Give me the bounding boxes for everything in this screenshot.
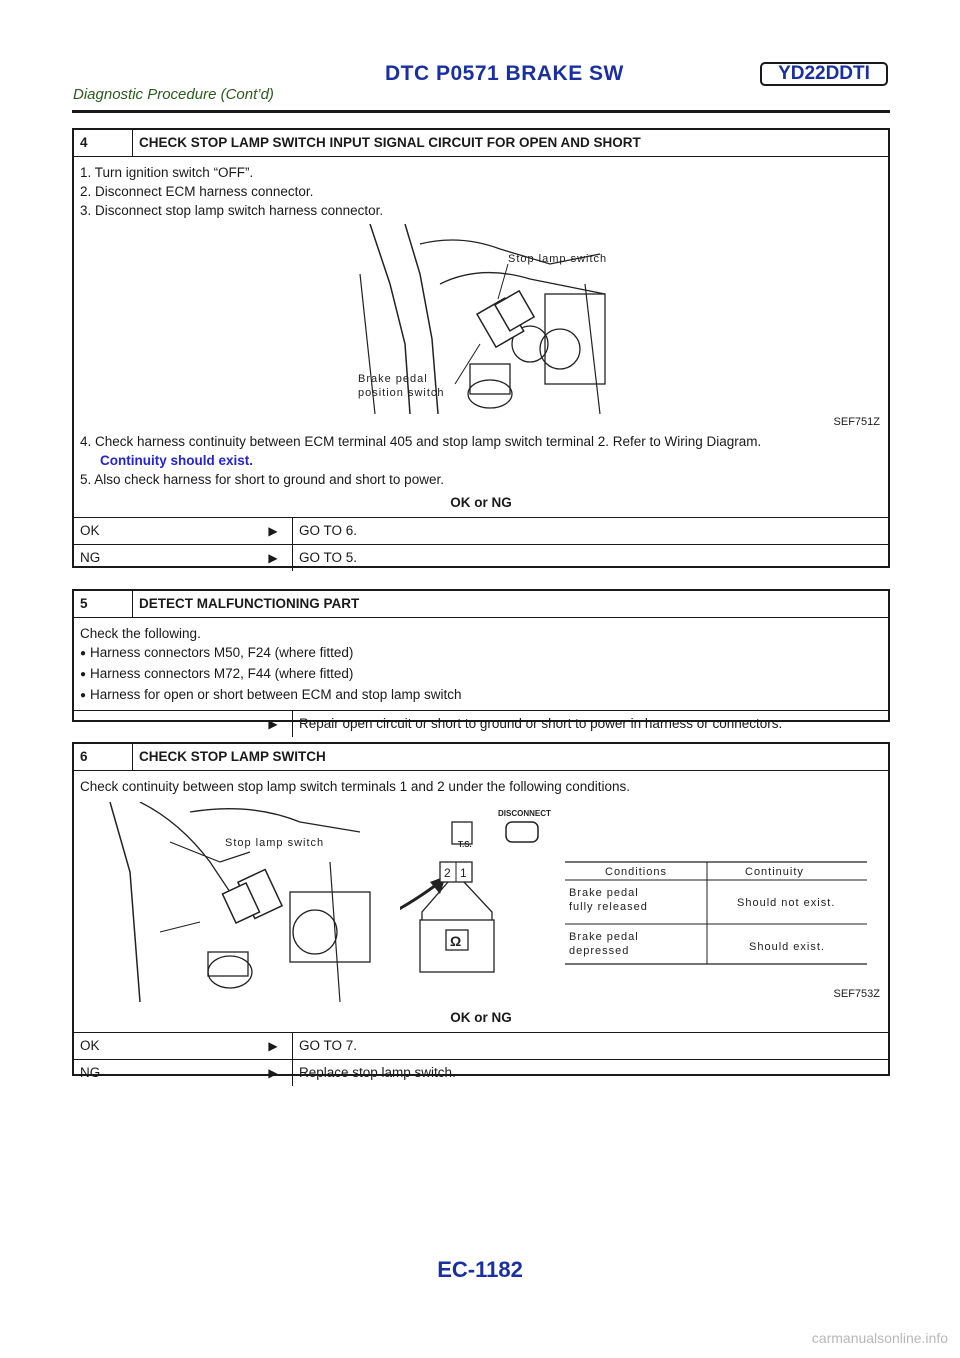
page-number: EC-1182: [437, 1257, 523, 1282]
result-condition: NG: [80, 1065, 101, 1080]
bullet-item: [80, 664, 882, 685]
result-action: GO TO 5.: [292, 545, 888, 571]
result-row: [74, 1032, 888, 1059]
arrow-icon: ▶: [268, 717, 278, 731]
instruction-line: 2. Disconnect ECM harness connector.: [80, 184, 314, 199]
table-cell: Should not exist.: [737, 897, 836, 909]
table-cell: Brake pedal: [569, 931, 639, 943]
table-cell: Should exist.: [749, 941, 825, 953]
step-title: CHECK STOP LAMP SWITCH: [139, 749, 326, 764]
terminal-1-label: 1: [460, 866, 467, 880]
step-6-box: [72, 742, 890, 1080]
figure-code: SEF753Z: [833, 988, 880, 1000]
bullet-item: [80, 643, 882, 664]
spec-text: Continuity should exist.: [100, 453, 254, 468]
step-5-header: [74, 591, 888, 618]
ohmmeter-diagram: [400, 802, 580, 1002]
result-action: GO TO 7.: [292, 1033, 888, 1059]
result-action: Repair open circuit or short to ground or short to power in harness or connectors.: [292, 711, 888, 737]
stop-lamp-switch-illustration: [350, 224, 620, 414]
brake-pedal-label: position switch: [358, 387, 445, 399]
result-condition: NG: [80, 550, 101, 565]
watermark: carmanualsonline.info: [811, 1330, 948, 1346]
result-row: [74, 517, 888, 544]
table-cell: depressed: [569, 945, 630, 957]
engine-model-badge: YD22DDTI: [760, 62, 888, 86]
ohm-icon: Ω: [450, 933, 462, 949]
stop-lamp-switch-figure: [80, 220, 882, 432]
ts-label: T.S.: [458, 840, 472, 849]
step-title: CHECK STOP LAMP SWITCH INPUT SIGNAL CIRCUIT FOR OPEN AND SHORT: [139, 135, 641, 150]
conditions-table: [565, 858, 875, 968]
result-row: [74, 1059, 888, 1086]
instruction-line: Check continuity between stop lamp switch terminals 1 and 2 under the following conditions.: [80, 779, 631, 794]
arrow-icon: ▶: [268, 1039, 278, 1053]
bullet-text: Harness for open or short between ECM and stop lamp switch: [90, 687, 462, 702]
table-header: Conditions: [605, 866, 667, 878]
header-rule: [72, 110, 890, 113]
table-header: Continuity: [745, 866, 804, 878]
bullet-text: Harness connectors M50, F24 (where fitted): [90, 645, 354, 660]
result-row: [74, 710, 888, 737]
result-label: OK or NG: [450, 1010, 512, 1025]
instruction-line: 4. Check harness continuity between ECM terminal 405 and stop lamp switch terminal 2. Refer to Wiring Diagram.: [80, 434, 762, 449]
result-action: GO TO 6.: [292, 518, 888, 544]
instruction-line: 1. Turn ignition switch “OFF”.: [80, 165, 254, 180]
stop-lamp-switch-illustration: [100, 802, 400, 1002]
arrow-icon: ▶: [268, 551, 278, 565]
result-condition: OK: [80, 1038, 100, 1053]
figure-code: SEF751Z: [833, 416, 880, 428]
stop-lamp-switch-label: Stop lamp switch: [225, 837, 325, 849]
step-5-box: [72, 589, 890, 731]
disconnect-label: DISCONNECT: [498, 809, 551, 818]
step-4-header: [74, 130, 888, 157]
step-title: DETECT MALFUNCTIONING PART: [139, 596, 360, 611]
page-title: DTC P0571 BRAKE SW: [385, 62, 624, 85]
instruction-line: 3. Disconnect stop lamp switch harness connector.: [80, 203, 384, 218]
step-5-body: [74, 618, 888, 710]
stop-lamp-switch-label: Stop lamp switch: [508, 253, 608, 265]
step-number: 4: [74, 130, 133, 156]
bullet-item: [80, 685, 882, 706]
result-label: OK or NG: [450, 495, 512, 510]
instruction-line: Check the following.: [80, 626, 201, 641]
step-6-body: [74, 771, 888, 1027]
result-condition: [74, 711, 254, 737]
step-4-body: [74, 157, 888, 512]
table-cell: Brake pedal: [569, 887, 639, 899]
step-6-header: [74, 744, 888, 771]
arrow-icon: ▶: [268, 1066, 278, 1080]
page-subtitle: Diagnostic Procedure (Cont’d): [73, 86, 274, 103]
result-condition: OK: [80, 523, 100, 538]
step-number: 5: [74, 591, 133, 617]
instruction-line: 5. Also check harness for short to ground and short to power.: [80, 472, 444, 487]
result-action: Replace stop lamp switch.: [292, 1060, 888, 1086]
terminal-2-label: 2: [444, 866, 451, 880]
bullet-text: Harness connectors M72, F44 (where fitted): [90, 666, 354, 681]
step-number: 6: [74, 744, 133, 770]
continuity-check-figure: [80, 796, 882, 1004]
step-4-box: [72, 128, 890, 568]
result-row: [74, 544, 888, 571]
brake-pedal-label: Brake pedal: [358, 373, 428, 385]
arrow-icon: ▶: [268, 524, 278, 538]
table-cell: fully released: [569, 901, 648, 913]
